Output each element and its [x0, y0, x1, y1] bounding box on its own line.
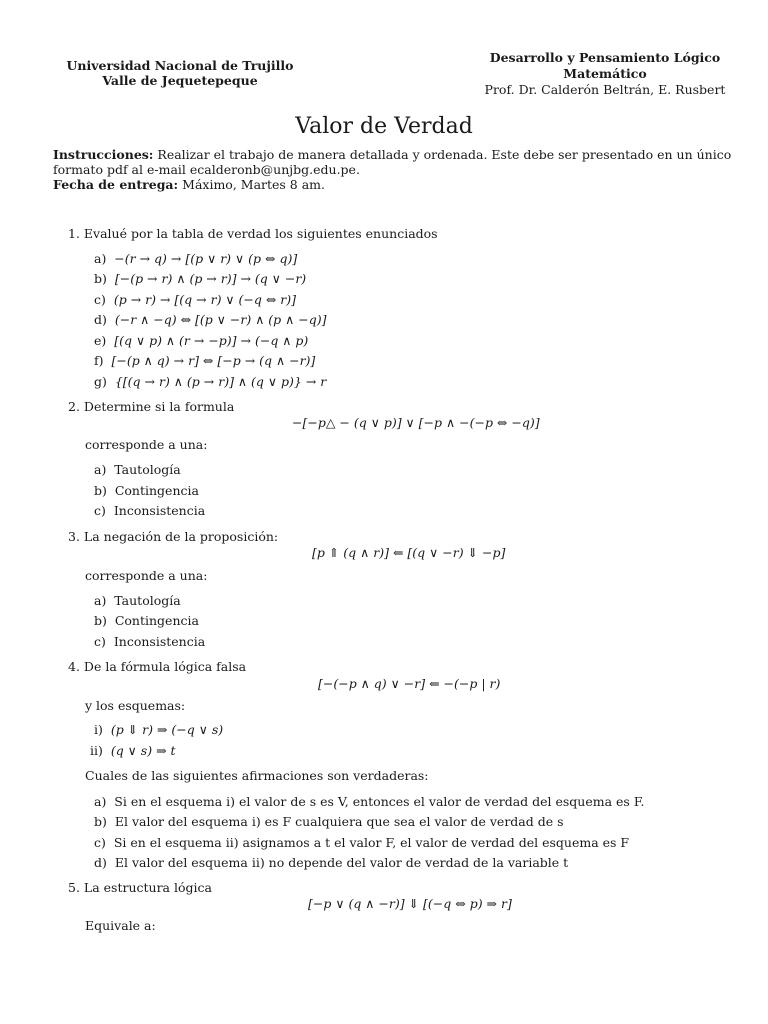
question-1	[68, 226, 438, 241]
question-number: 1.	[68, 226, 80, 241]
question-text: De la fórmula lógica falsa	[83, 659, 247, 674]
question-text: La estructura lógica	[83, 880, 212, 895]
question-5	[68, 880, 212, 895]
instructions-block	[53, 147, 733, 192]
formula: [−(−p ∧ q) ∨ −r] ⇐ −(−p | r)	[318, 676, 501, 691]
list-item: a) Tautología	[94, 462, 181, 477]
list-item: f) [−(p ∧ q) → r] ⇔ [−p → (q ∧ −r)]	[94, 353, 316, 368]
question-followup: corresponde a una:	[85, 437, 208, 452]
list-item: b) El valor del esquema i) es F cualquiera que sea el valor de verdad de s	[94, 814, 564, 829]
university-name: Universidad Nacional de Trujillo	[66, 58, 294, 73]
page-title: Valor de Verdad	[295, 114, 473, 139]
question-text: Determine si la formula	[83, 399, 235, 414]
question-number: 4.	[68, 659, 80, 674]
question-text: La negación de la proposición:	[83, 529, 279, 544]
list-item: d) (−r ∧ −q) ⇔ [(p ∨ −r) ∧ (p ∧ −q)]	[94, 312, 327, 327]
list-item: c) Inconsistencia	[94, 634, 206, 649]
due-date-text: Máximo, Martes 8 am.	[182, 177, 326, 192]
list-item: a) Tautología	[94, 593, 181, 608]
question-2	[68, 399, 234, 414]
list-item: i) (p ⇓ r) ⇒ (−q ∨ s)	[94, 722, 224, 737]
university-header	[60, 58, 300, 88]
list-item: a) −(r → q) → [(p ∨ r) ∨ (p ⇔ q)]	[94, 251, 298, 266]
list-item: d) El valor del esquema ii) no depende del valor de verdad de la variable t	[94, 855, 569, 870]
formula: [−p ∨ (q ∧ −r)] ⇓ [(−q ⇔ p) ⇒ r]	[308, 896, 512, 911]
list-item: c) Inconsistencia	[94, 503, 206, 518]
course-header	[470, 50, 740, 98]
list-item: b) Contingencia	[94, 613, 199, 628]
due-date-label: Fecha de entrega:	[53, 177, 179, 192]
formula: −[−p△ − (q ∨ p)] ∨ [−p ∧ −(−p ⇔ −q)]	[292, 415, 540, 430]
list-item: b) Contingencia	[94, 483, 199, 498]
formula: [p ⇑ (q ∧ r)] ⇐ [(q ∨ −r) ⇓ −p]	[312, 545, 506, 560]
list-item: g) {[(q → r) ∧ (p → r)] ∧ (q ∨ p)} → r	[94, 374, 327, 389]
list-item: a) Si en el esquema i) el valor de s es V, entonces el valor de verdad del esquema es F.	[94, 794, 645, 809]
professor-name: Prof. Dr. Calderón Beltrán, E. Rusbert	[484, 82, 726, 97]
question-4	[68, 659, 246, 674]
question-prompt: Cuales de las siguientes afirmaciones son verdaderas:	[85, 768, 429, 783]
campus-name: Valle de Jequetepeque	[102, 73, 258, 88]
question-3	[68, 529, 278, 544]
list-item: c) Si en el esquema ii) asignamos a t el valor F, el valor de verdad del esquema es F	[94, 835, 630, 850]
list-item: e) [(q ∨ p) ∧ (r → −p)] → (−q ∧ p)	[94, 333, 309, 348]
question-number: 3.	[68, 529, 80, 544]
question-text: Evalué por la tabla de verdad los siguientes enunciados	[83, 226, 438, 241]
course-name-line1: Desarrollo y Pensamiento Lógico	[489, 50, 721, 65]
question-followup: Equivale a:	[85, 918, 156, 933]
instructions-text: Realizar el trabajo de manera detallada y ordenada. Este debe ser presentado en un único formato pdf al e-mail ecalderonb@unjbg.edu.pe.	[53, 147, 732, 177]
question-number: 5.	[68, 880, 80, 895]
question-followup: corresponde a una:	[85, 568, 208, 583]
list-item: c) (p → r) → [(q → r) ∨ (−q ⇔ r)]	[94, 292, 297, 307]
question-number: 2.	[68, 399, 80, 414]
list-item: ii) (q ∨ s) ⇒ t	[90, 743, 176, 758]
course-name-line2: Matemático	[563, 66, 647, 81]
list-item: b) [−(p → r) ∧ (p → r)] → (q ∨ −r)	[94, 271, 307, 286]
schemes-label: y los esquemas:	[85, 698, 186, 713]
instructions-label: Instrucciones:	[53, 147, 154, 162]
